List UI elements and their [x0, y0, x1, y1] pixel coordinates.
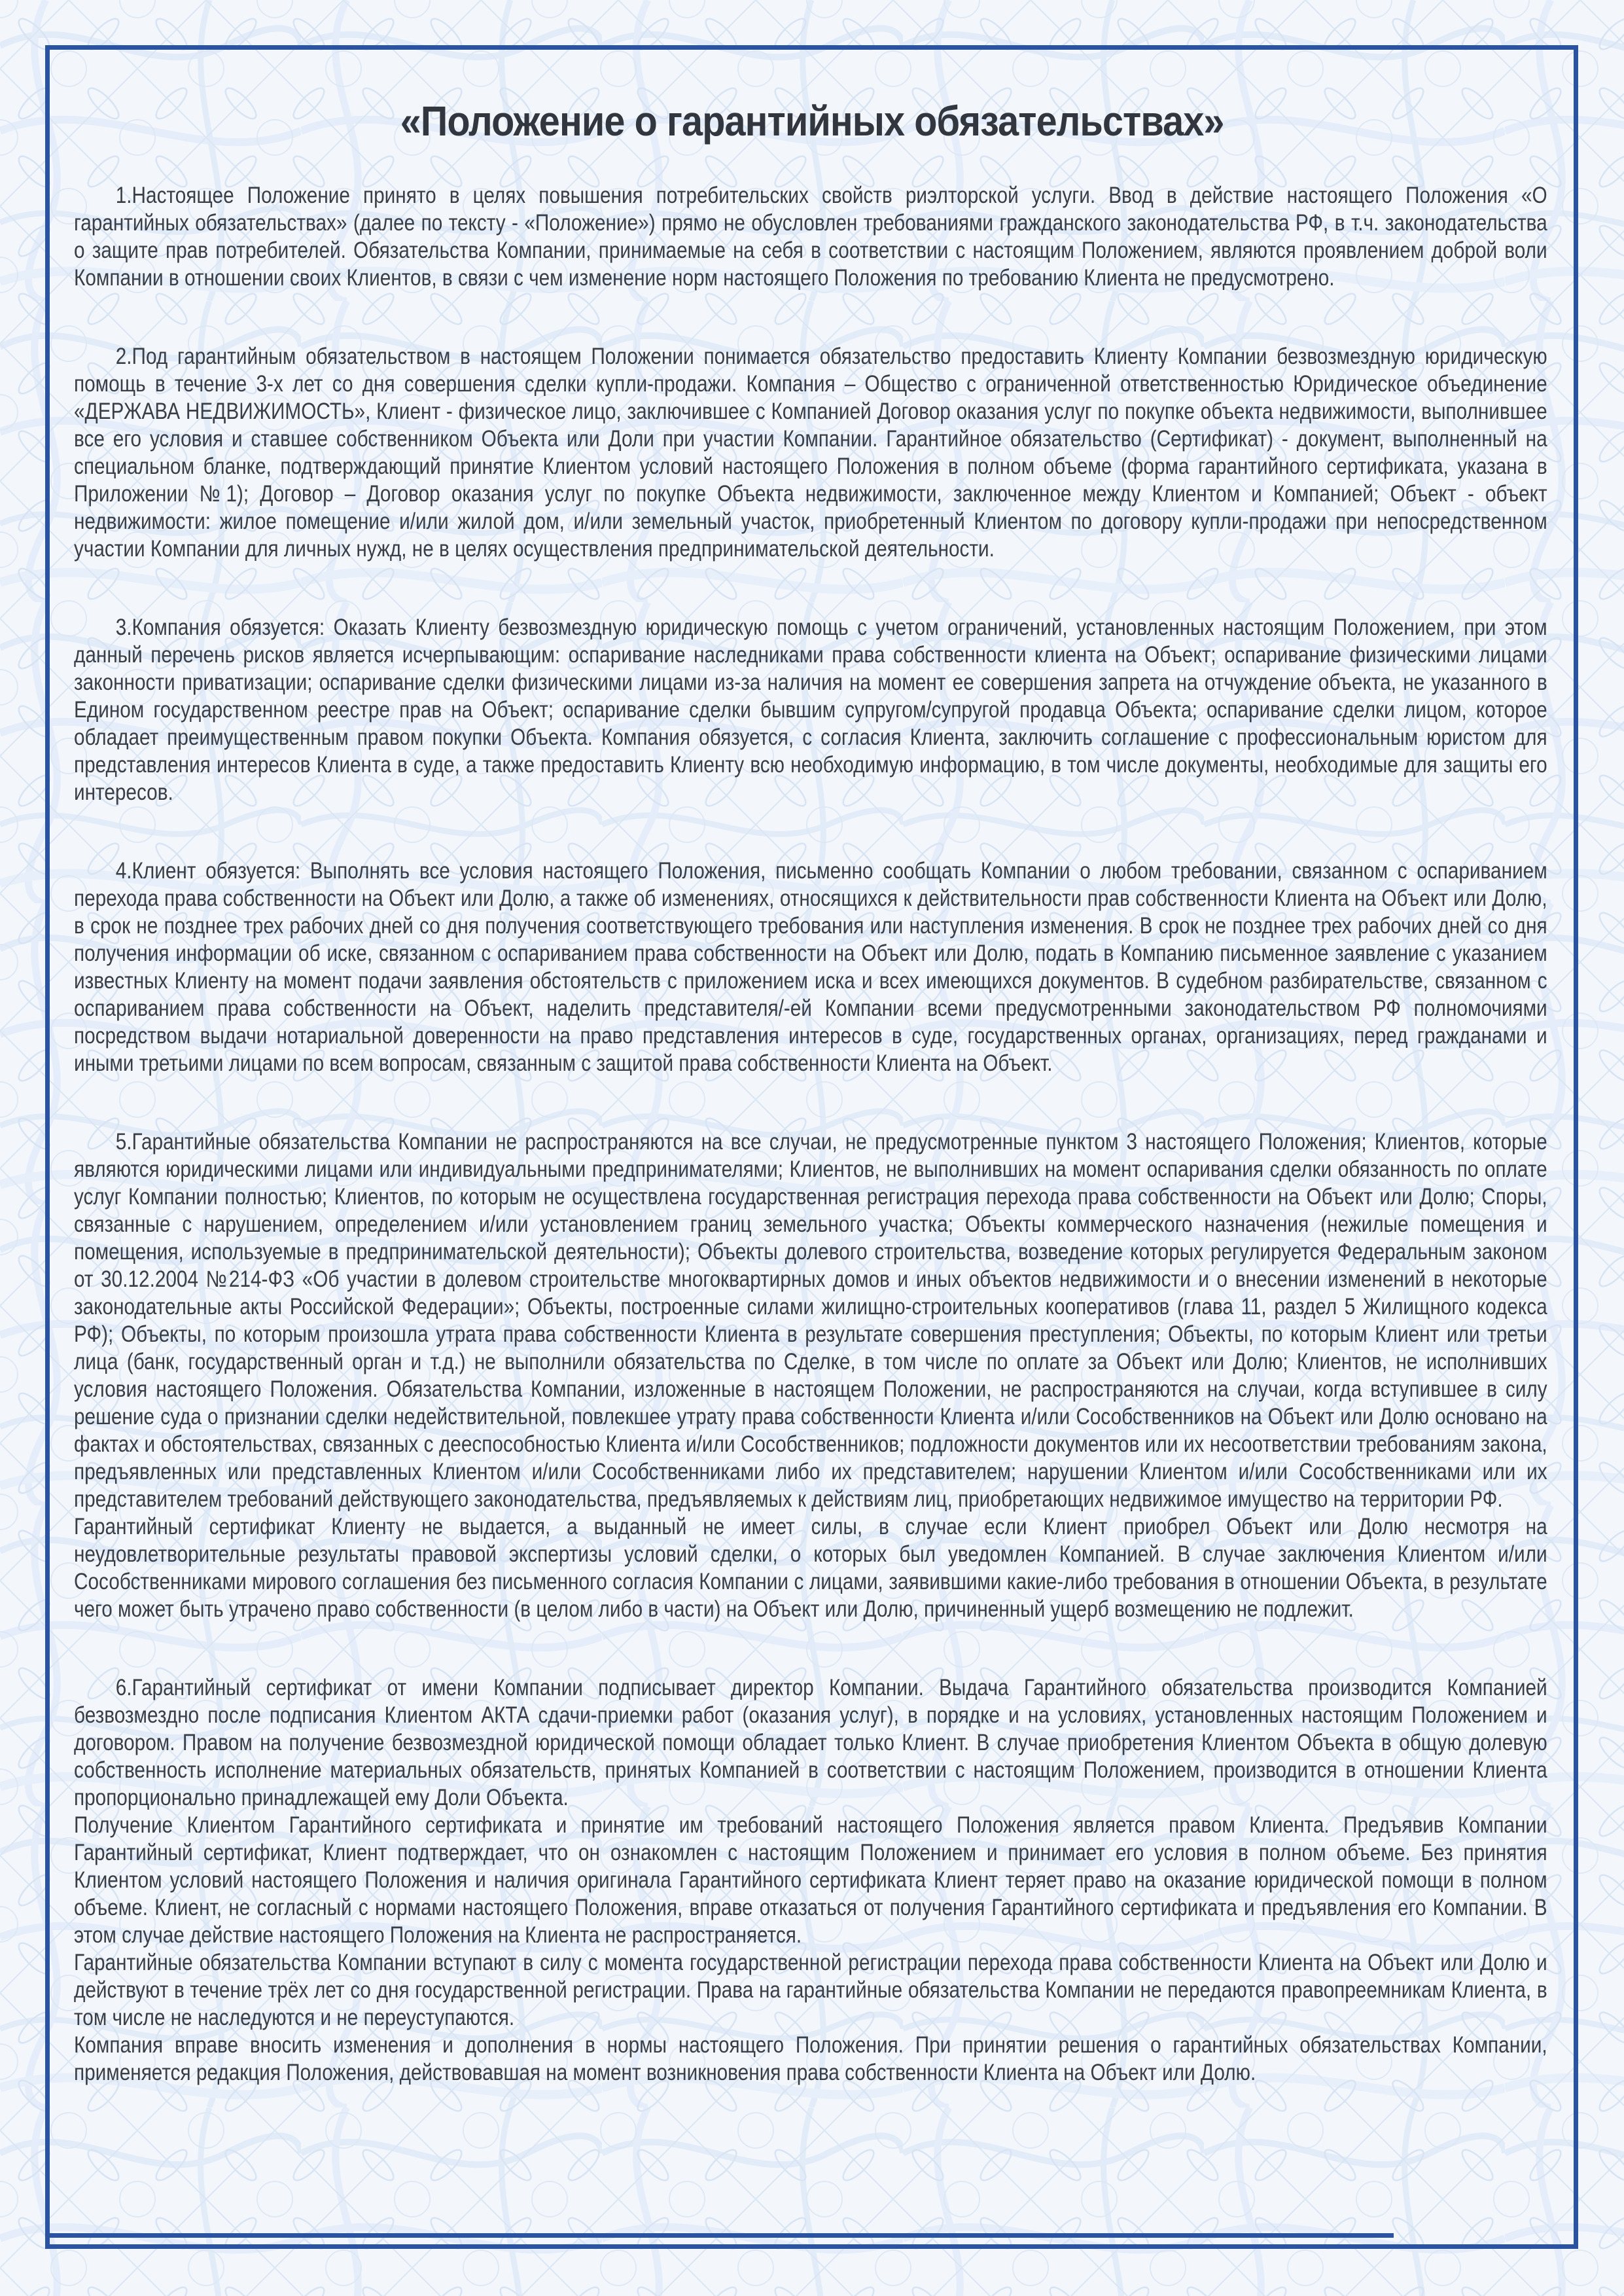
paragraph: Получение Клиентом Гарантийного сертификата и принятие им требований настоящего Положения является правом Клиента. Предъявив Компании Гарантийный сертификат, Клиент подтверждает, что он ознакомлен с настоящим Положением и принимает его условия в полном объеме. Без принятия Клиентом условий настоящего Положения и наличия оригинала Гарантийного сертификата Клиент теряет право на оказание юридической помощи в полном объеме. Клиент, не согласный с нормами настоящего Положения, вправе отказаться от получения Гарантийного сертификата и предъявления его Компании. В этом случае действие настоящего Положения на Клиента не распространяется.: [74, 1812, 1547, 1948]
paragraph: 5.Гарантийные обязательства Компании не распространяются на все случаи, не предусмотренные пунктом 3 настоящего Положения; Клиентов, которые являются юридическими лицами или индивидуальными предпринимателями; Клиентов, не выполнивших на момент оспаривания сделки обязанность по оплате услуг Компании полностью; Клиентов, по которым не осуществлена государственная регистрация перехода права собственности на Объект или Долю; Споры, связанные с нарушением, определением и/или установлением границ земельного участка; Объекты коммерческого назначения (нежилые помещения и помещения, используемые в предпринимательской деятельности); Объекты долевого строительства, возведение которых регулируется Федеральным законом от 30.12.2004 №214-ФЗ «Об участии в долевом строительстве многоквартирных домов и иных объектов недвижимости и о внесении изменений в некоторые законодательные акты Российской Федерации»; Объекты, построенные силами жилищно-строительных кооперативов (глава 11, раздел 5 Жилищного кодекса РФ); Объекты, по которым произошла утрата права собственности Клиента в результате совершения преступления; Объекты, по которым Клиент или третьи лица (банк, государственный орган и т.д.) не выполнили обязательства по Сделке, в том числе по оплате за Объект или Долю; Клиентов, не исполнивших условия настоящего Положения. Обязательства Компании, изложенные в настоящем Положении, не распространяются на случаи, когда вступившее в силу решение суда о признании сделки недействительной, повлекшее утрату права собственности Клиента и/или Сособственников на Объект или Долю основано на фактах и обстоятельствах, связанных с дееспособностью Клиента и/или Сособственников; подложности документов или их несоответствии требованиям закона, предъявленных или представленных Клиентом и/или Сособственниками либо их представителем; нарушении Клиентом и/или Сособственниками или их представителем требований действующего законодательства, предъявляемых к действиям лиц, приобретающих недвижимое имущество на территории РФ.: [74, 1129, 1547, 1512]
paragraph: Гарантийный сертификат Клиенту не выдается, а выданный не имеет силы, в случае если Клиент приобрел Объект или Долю несмотря на неудовлетворительные результаты правовой экспертизы условий сделки, о которых был уведомлен Компанией. В случае заключения Клиентом и/или Сособственниками мирового соглашения без письменного согласия Компании с лицами, заявившими какие-либо требования в отношении Объекта, в результате чего может быть утрачено право собственности (в целом либо в части) на Объект или Долю, причиненный ущерб возмещению не подлежит.: [74, 1514, 1547, 1622]
paragraph: 4.Клиент обязуется: Выполнять все условия настоящего Положения, письменно сообщать Компании о любом требовании, связанном с оспариванием перехода права собственности на Объект или Долю, а также об изменениях, относящихся к действительности прав собственности Клиента на Объект или Долю, в срок не позднее трех рабочих дней со дня получения соответствующего требования или наступления изменения. В срок не позднее трех рабочих дней со дня получения информации об иске, связанном с оспариванием права собственности на Объект или Долю, подать в Компанию письменное заявление с указанием известных Клиенту на момент подачи заявления обстоятельств с приложением иска и всех имеющихся документов. В судебном разбирательстве, связанном с оспариванием права собственности на Объект, наделить представителя/-ей Компании всеми предусмотренными законодательством РФ полномочиями посредством выдачи нотариальной доверенности на право представления интересов в суде, государственных органах, организациях, перед гражданами и иными третьими лицами по всем вопросам, связанным с защитой права собственности Клиента на Объект.: [74, 858, 1547, 1076]
bottom-double-rule: [50, 2233, 1394, 2238]
paragraph: Компания вправе вносить изменения и дополнения в нормы настоящего Положения. При принятии решения о гарантийных обязательствах Компании, применяется редакция Положения, действовавшая на момент возникновения права собственности Клиента на Объект или Долю.: [74, 2032, 1547, 2085]
paragraph: 3.Компания обязуется: Оказать Клиенту безвозмездную юридическую помощь с учетом ограничений, установленных настоящим Положением, при этом данный перечень рисков является исчерпывающим: оспаривание наследниками права собственности клиента на Объект; оспаривание физическими лицами законности приватизации; оспаривание сделки физическими лицами из-за наличия на момент ее совершения запрета на отчуждение объекта, не указанного в Едином государственном реестре прав на Объект; оспаривание сделки бывшим супругом/супругой продавца Объекта; оспаривание сделки лицом, которое обладает преимущественным правом покупки Объекта. Компания обязуется, с согласия Клиента, заключить соглашение с профессиональным юристом для представления интересов Клиента в суде, а также предоставить Клиенту всю необходимую информацию, в том числе документы, необходимые для защиты его интересов.: [74, 615, 1547, 805]
document-body: [74, 182, 1547, 2087]
paragraph: 1.Настоящее Положение принято в целях повышения потребительских свойств риэлторской услуги. Ввод в действие настоящего Положения «О гарантийных обязательствах» (далее по тексту - «Положение») прямо не обусловлен требованиями гражданского законодательства РФ, в т.ч. законодательства о защите прав потребителей. Обязательства Компании, принимаемые на себя в соответствии с настоящим Положением, являются проявлением доброй воли Компании в отношении своих Клиентов, в связи с чем изменение норм настоящего Положения по требованию Клиента не предусмотрено.: [74, 183, 1547, 291]
paragraph: Гарантийные обязательства Компании вступают в силу с момента государственной регистрации перехода права собственности Клиента на Объект или Долю и действуют в течение трёх лет со дня государственной регистрации. Права на гарантийные обязательства Компании не передаются правопреемникам Клиента, в том числе не наследуются и не переуступаются.: [74, 1950, 1547, 2030]
paragraph: 2.Под гарантийным обязательством в настоящем Положении понимается обязательство предоставить Клиенту Компании безвозмездную юридическую помощь в течение 3-х лет со дня совершения сделки купли-продажи. Компания – Общество с ограниченной ответственностью Юридическое объединение «ДЕРЖАВА НЕДВИЖИМОСТЬ», Клиент - физическое лицо, заключившее с Компанией Договор оказания услуг по покупке объекта недвижимости, выполнившее все его условия и ставшее собственником Объекта или Доли при участии Компании. Гарантийное обязательство (Сертификат) - документ, выполненный на специальном бланке, подтверждающий принятие Клиентом условий настоящего Положения в полном объеме (форма гарантийного сертификата, указана в Приложении №1); Договор – Договор оказания услуг по покупке Объекта недвижимости, заключенное между Клиентом и Компанией; Объект - объект недвижимости: жилое помещение и/или жилой дом, и/или земельный участок, приобретенный Клиентом по договору купли-продажи при непосредственном участии Компании для личных нужд, не в целях осуществления предпринимательской деятельности.: [74, 344, 1547, 562]
paragraph: 6.Гарантийный сертификат от имени Компании подписывает директор Компании. Выдача Гарантийного обязательства производится Компанией безвозмездно после подписания Клиентом АКТА сдачи-приемки работ (оказания услуг), в порядке и на условиях, установленных настоящим Положением и договором. Правом на получение безвозмездной юридической помощи обладает только Клиент. В случае приобретения Клиентом Объекта в общую долевую собственность исполнение материальных обязательств, принятых Компанией в соответствии с настоящим Положением, производится в отношении Клиента пропорционально принадлежащей ему Доли Объекта.: [74, 1675, 1547, 1810]
page-title: «Положение о гарантийных обязательствах»: [400, 98, 1224, 145]
